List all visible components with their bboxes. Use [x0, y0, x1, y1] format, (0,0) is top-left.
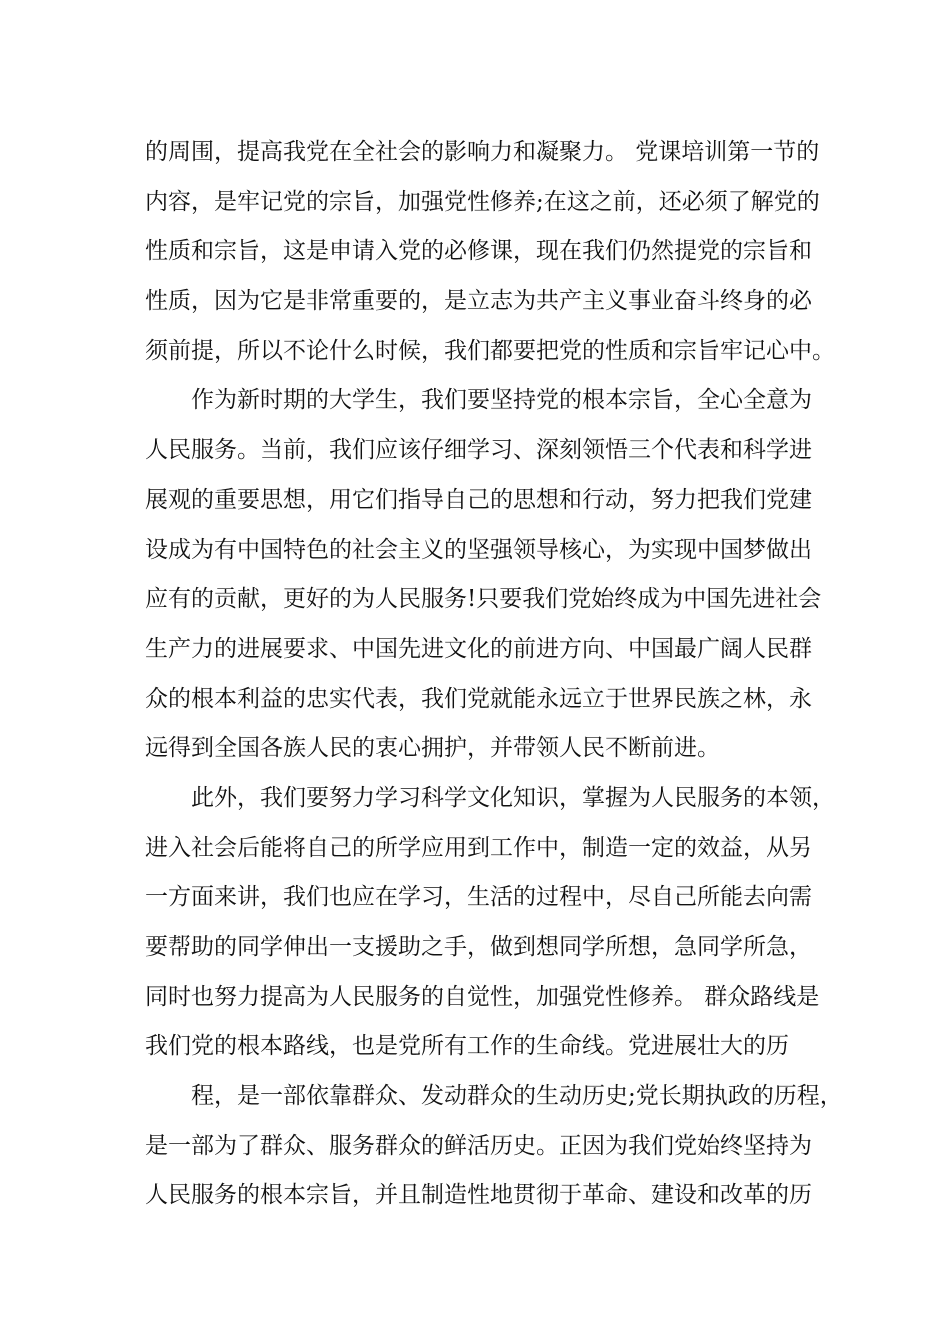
text-line-1: 的周围，提高我党在全社会的影响力和凝聚力。 党课培训第一节的	[145, 139, 820, 165]
body-text	[145, 128, 843, 1221]
text-line-15: 进入社会后能将自己的所学应用到工作中，制造一定的效益，从另	[145, 834, 812, 861]
text-line-21: 是一部为了群众、服务群众的鲜活历史。正因为我们党始终坚持为	[145, 1132, 812, 1159]
text-line-13: 远得到全国各族人民的衷心拥护，并带领人民不断前进。	[145, 735, 720, 762]
text-line-11: 生产力的进展要求、中国先进文化的前进方向、中国最广阔人民群	[145, 635, 812, 662]
text-line-19: 我们党的根本路线，也是党所有工作的生命线。党进展壮大的历	[145, 1033, 789, 1060]
text-line-3: 性质和宗旨，这是申请入党的必修课，现在我们仍然提党的宗旨和	[145, 238, 812, 265]
text-line-16: 一方面来讲，我们也应在学习，生活的过程中，尽自己所能去向需	[145, 884, 812, 911]
text-line-5: 须前提，所以不论什么时候，我们都要把党的性质和宗旨牢记心中。	[145, 337, 835, 364]
text-line-10: 应有的贡献，更好的为人民服务!只要我们党始终成为中国先进社会	[145, 586, 822, 613]
text-line-7: 人民服务。当前，我们应该仔细学习、深刻领悟三个代表和科学进	[145, 437, 812, 464]
text-line-20: 程，是一部依靠群众、发动群众的生动历史;党长期执政的历程，	[191, 1083, 843, 1110]
text-line-12: 众的根本利益的忠实代表，我们党就能永远立于世界民族之林，永	[145, 685, 812, 712]
text-line-4: 性质，因为它是非常重要的，是立志为共产主义事业奋斗终身的必	[145, 288, 812, 315]
text-line-6: 作为新时期的大学生，我们要坚持党的根本宗旨，全心全意为	[191, 387, 812, 414]
text-line-18: 同时也努力提高为人民服务的自觉性，加强党性修养。 群众路线是	[145, 983, 820, 1010]
text-line-22: 人民服务的根本宗旨，并且制造性地贯彻于革命、建设和改革的历	[145, 1182, 812, 1209]
text-line-14: 此外，我们要努力学习科学文化知识，掌握为人民服务的本领，	[191, 784, 835, 811]
text-line-17: 要帮助的同学伸出一支援助之手，做到想同学所想，急同学所急，	[145, 934, 812, 960]
text-line-2: 内容，是牢记党的宗旨，加强党性修养;在这之前，还必须了解党的	[145, 188, 820, 215]
text-line-9: 设成为有中国特色的社会主义的坚强领导核心，为实现中国梦做出	[145, 536, 812, 563]
text-line-8: 展观的重要思想，用它们指导自己的思想和行动，努力把我们党建	[145, 486, 812, 513]
